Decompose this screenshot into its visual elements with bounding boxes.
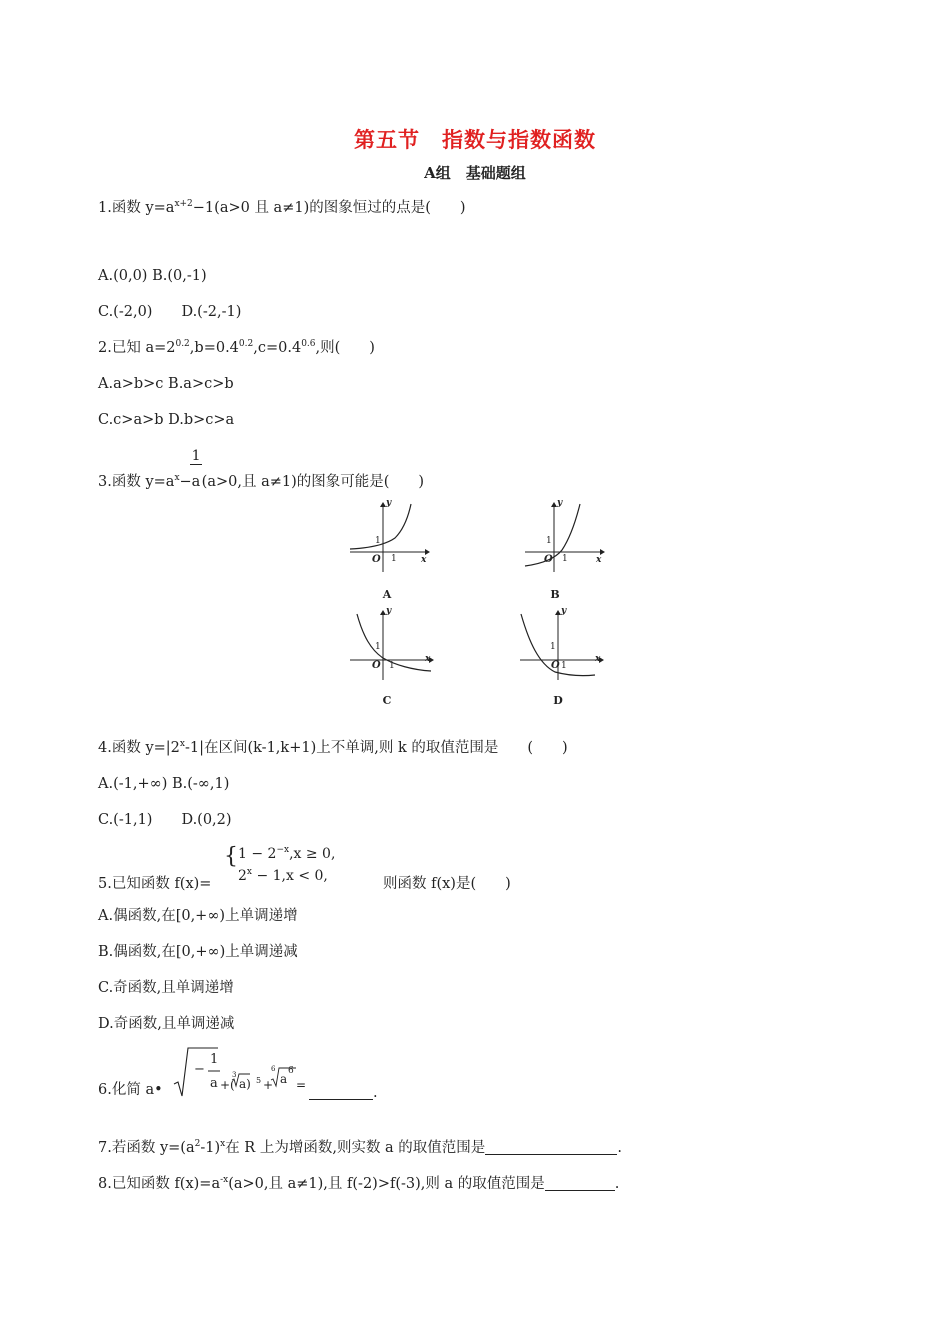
graph-c: y x O 1 1 <box>345 608 435 683</box>
question-6-label: 6.化简 a• <box>98 1082 163 1098</box>
question-1: 1.函数 $y=a^{x+2}-1(a>0$ 且 a≠1)的图象恒过的点是( ) <box>98 199 466 216</box>
q1-options-ab: A.(0,0) B.(0,-1) <box>98 268 207 284</box>
q5-option-b: B.偶函数,在[0,+∞)上单调递减 <box>98 944 298 960</box>
q8-answer-blank[interactable] <box>545 1176 615 1191</box>
question-4: 4.函数 $y=|2^x-1|$在区间(k-1,k+1)上不单调,则 k 的取值范围是 ( ) <box>98 739 568 756</box>
q6-radical: − 1 a +( 3 a) 5 + 6 a 6 = <box>172 1044 312 1100</box>
graph-a: y x O 1 1 <box>345 500 430 575</box>
question-5-tail: 则函数 f(x)是( ) <box>383 876 511 892</box>
q5-option-d: D.奇函数,且单调递减 <box>98 1016 235 1032</box>
q1-options-cd: C.(-2,0) D.(-2,-1) <box>98 304 242 320</box>
graph-label-a: A <box>382 588 392 601</box>
question-5: 5.已知函数 f(x)= <box>98 876 212 892</box>
q4-options-ab: A.(-1,+∞) B.(-∞,1) <box>98 776 230 792</box>
question-3: 3.函数 $y=a^x-$ $\frac{1}{a}(a>0$,且 a≠1)的图象可能是( ) <box>98 448 425 490</box>
graph-d: y x O 1 1 <box>515 608 605 683</box>
q4-options-cd: C.(-1,1) D.(0,2) <box>98 812 232 828</box>
graph-b: y x O 1 1 <box>520 500 605 575</box>
question-8: 8.已知函数 $f(x)=a^{-x}(a>0$,且 a≠1),且 f(-2)>f(-3),则 a 的取值范围是 . <box>98 1175 620 1192</box>
q5-option-c: C.奇函数,且单调递增 <box>98 980 234 996</box>
graph-label-c: C <box>382 694 392 707</box>
q5-piece-1: { $1 - 2^{-x},x \ge 0$, <box>224 844 336 869</box>
q3-frac-num: 1 <box>191 448 201 464</box>
question-2: 2.已知 $a=2^{0.2},b=0.4^{0.2},c=0.4^{0.6}$,则( ) <box>98 339 375 356</box>
q2-options-ab: A.a>b>c B.a>c>b <box>98 376 234 392</box>
q5-option-a: A.偶函数,在[0,+∞)上单调递增 <box>98 908 298 924</box>
q7-answer-blank[interactable] <box>485 1140 617 1155</box>
q2-options-cd: C.c>a>b D.b>c>a <box>98 412 235 428</box>
question-7: 7.若函数 $y=(a^2-1)^x$在 R 上为增函数,则实数 a 的取值范围是 . <box>98 1139 622 1156</box>
page-title: 第五节 指数与指数函数 <box>354 127 596 152</box>
q5-piece-2: $2^x - 1,x < 0$, <box>238 867 328 884</box>
graph-label-d: D <box>553 694 563 707</box>
q6-answer-blank[interactable]: . <box>309 1082 378 1101</box>
q3-frac-den: a <box>191 474 201 490</box>
graph-label-b: B <box>550 588 560 601</box>
section-subtitle: A组 基础题组 <box>424 164 526 182</box>
